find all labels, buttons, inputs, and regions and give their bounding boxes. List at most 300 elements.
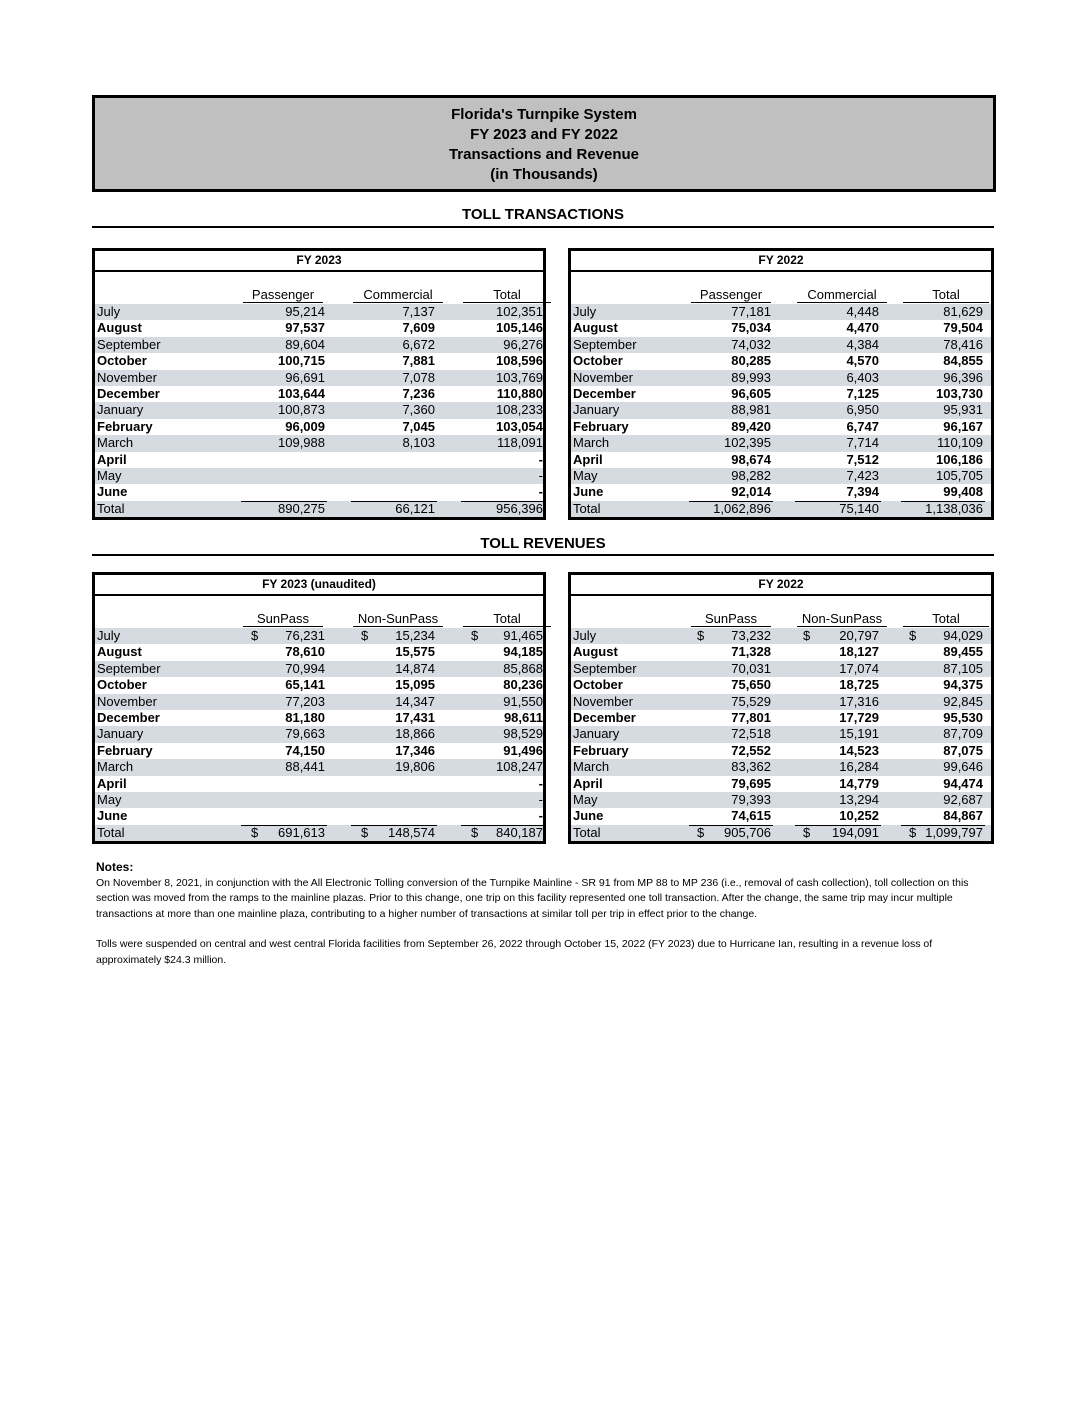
total-label: Total xyxy=(573,824,601,840)
month-label: April xyxy=(97,451,127,467)
table-row xyxy=(571,792,991,808)
table-row xyxy=(95,452,543,468)
cell-value: 7,714 xyxy=(846,435,879,451)
cell-value: 7,137 xyxy=(402,304,435,319)
month-label: November xyxy=(97,693,157,709)
cell-value: 80,285 xyxy=(731,353,771,369)
cell-value: 92,687 xyxy=(943,791,983,807)
cell-value: 7,881 xyxy=(402,353,435,369)
month-label: April xyxy=(97,775,127,791)
table-transactions-fy2023 xyxy=(92,248,546,520)
table-row xyxy=(571,628,991,644)
currency-symbol: $ xyxy=(251,824,259,840)
table-row xyxy=(571,435,991,451)
cell-value: 194,091 xyxy=(832,824,879,840)
cell-value: 7,236 xyxy=(402,385,435,401)
cell-value: 840,187 xyxy=(496,824,543,840)
table-row xyxy=(571,419,991,435)
cell-value: 94,375 xyxy=(943,677,983,693)
table-row xyxy=(95,628,543,644)
month-label: October xyxy=(573,677,623,693)
cell-value: 97,537 xyxy=(285,320,325,336)
cell-value: 99,408 xyxy=(943,484,983,500)
cell-value: 1,138,036 xyxy=(925,500,983,516)
table-row xyxy=(95,419,543,435)
cell-value: 110,109 xyxy=(936,435,983,451)
cell-value: 8,103 xyxy=(402,435,435,451)
month-label: March xyxy=(97,759,134,775)
header-line-2: FY 2023 and FY 2022 xyxy=(470,126,618,143)
cell-value: - xyxy=(538,451,543,467)
cell-value: - xyxy=(538,808,543,824)
table-caption: FY 2022 xyxy=(571,251,991,272)
table-row xyxy=(95,792,543,808)
cell-value: 94,185 xyxy=(503,644,543,660)
cell-value: 74,032 xyxy=(731,336,771,352)
cell-value: 92,845 xyxy=(943,693,983,709)
month-label: September xyxy=(97,336,161,352)
transactions-title: TOLL TRANSACTIONS xyxy=(462,206,624,223)
currency-symbol: $ xyxy=(697,628,705,643)
month-label: August xyxy=(97,644,142,660)
cell-value: 6,403 xyxy=(846,369,879,385)
cell-value: 4,570 xyxy=(846,353,879,369)
cell-value: - xyxy=(538,775,543,791)
cell-value: 7,512 xyxy=(846,451,879,467)
table-row xyxy=(95,484,543,500)
total-rule xyxy=(351,501,437,502)
cell-value: 103,730 xyxy=(936,385,983,401)
cell-value: 66,121 xyxy=(395,500,435,516)
month-label: March xyxy=(97,435,134,451)
cell-value: 95,530 xyxy=(943,709,983,725)
column-headers xyxy=(571,272,991,304)
table-row xyxy=(95,661,543,677)
cell-value: 96,009 xyxy=(285,418,325,434)
cell-value: 85,868 xyxy=(503,660,543,676)
currency-symbol: $ xyxy=(909,824,917,840)
cell-value: 956,396 xyxy=(496,500,543,516)
cell-value: 88,441 xyxy=(285,759,325,775)
currency-symbol: $ xyxy=(361,824,369,840)
currency-symbol: $ xyxy=(471,824,479,840)
cell-value: 87,709 xyxy=(943,726,983,742)
revenues-rule xyxy=(92,554,994,556)
table-row xyxy=(95,370,543,386)
table-row xyxy=(95,353,543,369)
cell-value: 91,550 xyxy=(503,693,543,709)
month-label: February xyxy=(573,742,629,758)
month-label: November xyxy=(573,369,633,385)
cell-value: 18,127 xyxy=(839,644,879,660)
total-label: Total xyxy=(573,500,601,516)
cell-value: 108,596 xyxy=(496,353,543,369)
month-label: December xyxy=(573,709,636,725)
cell-value: 71,328 xyxy=(731,644,771,660)
cell-value: 890,275 xyxy=(278,500,325,516)
cell-value: 87,075 xyxy=(943,742,983,758)
cell-value: 103,644 xyxy=(278,385,325,401)
table-row xyxy=(571,759,991,775)
table-row xyxy=(571,743,991,759)
cell-value: 75,650 xyxy=(731,677,771,693)
month-label: October xyxy=(97,677,147,693)
month-label: September xyxy=(97,660,161,676)
month-label: April xyxy=(573,775,603,791)
table-row xyxy=(571,808,991,824)
column-headers xyxy=(95,596,543,628)
column-headers xyxy=(571,596,991,628)
cell-value: 100,715 xyxy=(278,353,325,369)
table-row xyxy=(571,710,991,726)
cell-value: - xyxy=(538,484,543,500)
cell-value: 65,141 xyxy=(285,677,325,693)
cell-value: 76,231 xyxy=(285,628,325,643)
table-row xyxy=(95,435,543,451)
table-row xyxy=(571,677,991,693)
cell-value: 4,384 xyxy=(846,336,879,352)
month-label: September xyxy=(573,660,637,676)
month-label: November xyxy=(97,369,157,385)
cell-value: 95,214 xyxy=(285,304,325,319)
currency-symbol: $ xyxy=(803,824,811,840)
table-row xyxy=(95,304,543,320)
table-row xyxy=(95,468,543,484)
cell-value: 7,423 xyxy=(846,467,879,483)
column-header: Total xyxy=(903,287,989,303)
month-label: May xyxy=(97,791,122,807)
month-label: August xyxy=(97,320,142,336)
revenues-title: TOLL REVENUES xyxy=(480,535,606,552)
table-row xyxy=(95,808,543,824)
cell-value: 7,609 xyxy=(402,320,435,336)
cell-value: 88,981 xyxy=(731,402,771,418)
cell-value: 74,615 xyxy=(731,808,771,824)
cell-value: 98,611 xyxy=(503,709,543,725)
cell-value: 905,706 xyxy=(724,824,771,840)
cell-value: 96,396 xyxy=(943,369,983,385)
cell-value: 105,146 xyxy=(496,320,543,336)
table-row xyxy=(571,468,991,484)
cell-value: 15,575 xyxy=(395,644,435,660)
cell-value: 4,448 xyxy=(846,304,879,319)
month-label: December xyxy=(97,709,160,725)
cell-value: 84,867 xyxy=(943,808,983,824)
cell-value: 72,518 xyxy=(731,726,771,742)
column-header: Total xyxy=(463,611,551,627)
cell-value: 96,276 xyxy=(503,336,543,352)
table-row xyxy=(95,776,543,792)
notes-heading: Notes: xyxy=(96,860,134,874)
table-row xyxy=(571,320,991,336)
table-row xyxy=(571,304,991,320)
column-header: Total xyxy=(463,287,551,303)
header-line-3: Transactions and Revenue xyxy=(448,146,640,163)
column-header: Passenger xyxy=(691,287,771,303)
cell-value: 102,395 xyxy=(724,435,771,451)
cell-value: 7,045 xyxy=(402,418,435,434)
cell-value: 14,874 xyxy=(395,660,435,676)
cell-value: 4,470 xyxy=(846,320,879,336)
cell-value: 103,769 xyxy=(496,369,543,385)
cell-value: 1,099,797 xyxy=(925,824,983,840)
cell-value: 75,529 xyxy=(731,693,771,709)
table-row xyxy=(571,386,991,402)
month-label: February xyxy=(573,418,629,434)
header-line-4: (in Thousands) xyxy=(490,166,598,183)
currency-symbol: $ xyxy=(361,628,369,643)
month-label: March xyxy=(573,435,610,451)
total-rule xyxy=(461,501,545,502)
table-row xyxy=(571,776,991,792)
cell-value: 77,203 xyxy=(285,693,325,709)
cell-value: 89,604 xyxy=(285,336,325,352)
column-header: Total xyxy=(903,611,989,627)
table-caption: FY 2023 xyxy=(95,251,543,272)
month-label: February xyxy=(97,418,153,434)
month-label: April xyxy=(573,451,603,467)
table-row xyxy=(95,726,543,742)
total-label: Total xyxy=(97,824,125,840)
table-row xyxy=(571,644,991,660)
cell-value: 75,034 xyxy=(731,320,771,336)
cell-value: 118,091 xyxy=(496,435,543,451)
cell-value: 98,282 xyxy=(731,467,771,483)
column-header: Non-SunPass xyxy=(353,611,443,627)
cell-value: 10,252 xyxy=(839,808,879,824)
table-row xyxy=(95,677,543,693)
cell-value: 95,931 xyxy=(943,402,983,418)
cell-value: 72,552 xyxy=(731,742,771,758)
cell-value: 79,504 xyxy=(943,320,983,336)
report-header xyxy=(92,95,996,192)
table-row xyxy=(95,759,543,775)
cell-value: 17,431 xyxy=(395,709,435,725)
month-label: May xyxy=(573,791,598,807)
table-row xyxy=(95,694,543,710)
cell-value: 19,806 xyxy=(395,759,435,775)
total-label: Total xyxy=(97,500,125,516)
transactions-rule xyxy=(92,226,994,228)
month-label: July xyxy=(97,628,121,643)
cell-value: 77,181 xyxy=(731,304,771,319)
month-label: January xyxy=(97,402,144,418)
cell-value: 17,346 xyxy=(395,742,435,758)
cell-value: 79,393 xyxy=(731,791,771,807)
cell-value: 91,496 xyxy=(503,742,543,758)
column-header: Commercial xyxy=(797,287,887,303)
month-label: May xyxy=(97,467,122,483)
cell-value: 20,797 xyxy=(839,628,879,643)
cell-value: 6,950 xyxy=(846,402,879,418)
month-label: January xyxy=(97,726,144,742)
table-revenues-fy2022 xyxy=(568,572,994,844)
table-row xyxy=(571,370,991,386)
note-paragraph-1: On November 8, 2021, in conjunction with the All Electronic Tolling conversion of the Turnpike Mainline - SR 91 from MP 88 to MP 236 (i.e., removal of cash collection), toll collection on this section was moved from the ramps to the mainline plazas. Prior to this change, one trip on this facility represented one toll transaction. After the change, the same trip may incur multiple transactions at more than one mainline plaza, contributing to a higher number of transactions at similar toll per trip in effect prior to the change. xyxy=(96,876,969,920)
cell-value: 106,186 xyxy=(936,451,983,467)
column-headers xyxy=(95,272,543,304)
table-revenues-fy2023 xyxy=(92,572,546,844)
cell-value: 7,078 xyxy=(402,369,435,385)
cell-value: 15,191 xyxy=(839,726,879,742)
column-header: SunPass xyxy=(691,611,771,627)
currency-symbol: $ xyxy=(471,628,479,643)
cell-value: 89,455 xyxy=(943,644,983,660)
table-row xyxy=(571,726,991,742)
cell-value: 17,316 xyxy=(839,693,879,709)
table-row xyxy=(95,402,543,418)
cell-value: 79,663 xyxy=(285,726,325,742)
cell-value: 74,150 xyxy=(285,742,325,758)
cell-value: 94,474 xyxy=(943,775,983,791)
total-rule xyxy=(689,501,773,502)
month-label: October xyxy=(97,353,147,369)
cell-value: 15,234 xyxy=(395,628,435,643)
cell-value: 96,167 xyxy=(943,418,983,434)
column-header: Non-SunPass xyxy=(797,611,887,627)
cell-value: 84,855 xyxy=(943,353,983,369)
cell-value: 110,880 xyxy=(496,385,543,401)
currency-symbol: $ xyxy=(251,628,259,643)
table-row xyxy=(571,452,991,468)
table-row xyxy=(571,694,991,710)
total-rule xyxy=(901,501,985,502)
table-row xyxy=(95,710,543,726)
month-label: February xyxy=(97,742,153,758)
month-label: September xyxy=(573,336,637,352)
table-row xyxy=(571,337,991,353)
month-label: July xyxy=(573,628,597,643)
cell-value: 18,866 xyxy=(395,726,435,742)
total-row xyxy=(95,825,543,841)
cell-value: 83,362 xyxy=(731,759,771,775)
total-rule xyxy=(241,501,327,502)
cell-value: 89,420 xyxy=(731,418,771,434)
table-row xyxy=(95,337,543,353)
cell-value: 14,523 xyxy=(839,742,879,758)
cell-value: 15,095 xyxy=(395,677,435,693)
cell-value: - xyxy=(538,467,543,483)
month-label: November xyxy=(573,693,633,709)
table-row xyxy=(571,353,991,369)
total-row xyxy=(571,825,991,841)
month-label: March xyxy=(573,759,610,775)
cell-value: 87,105 xyxy=(943,660,983,676)
cell-value: 75,140 xyxy=(839,500,879,516)
cell-value: 96,691 xyxy=(285,369,325,385)
month-label: June xyxy=(97,484,128,500)
month-label: June xyxy=(97,808,128,824)
cell-value: 103,054 xyxy=(496,418,543,434)
cell-value: 81,180 xyxy=(285,709,325,725)
cell-value: 78,610 xyxy=(285,644,325,660)
month-label: December xyxy=(97,385,160,401)
cell-value: 17,729 xyxy=(839,709,879,725)
cell-value: 108,247 xyxy=(496,759,543,775)
month-label: October xyxy=(573,353,623,369)
table-row xyxy=(95,644,543,660)
cell-value: 99,646 xyxy=(943,759,983,775)
cell-value: 6,747 xyxy=(846,418,879,434)
month-label: June xyxy=(573,484,604,500)
cell-value: 70,994 xyxy=(285,660,325,676)
month-label: June xyxy=(573,808,604,824)
cell-value: 148,574 xyxy=(388,824,435,840)
month-label: January xyxy=(573,726,620,742)
cell-value: 73,232 xyxy=(731,628,771,643)
table-row xyxy=(571,402,991,418)
cell-value: 14,347 xyxy=(395,693,435,709)
month-label: July xyxy=(573,304,597,319)
column-header: Commercial xyxy=(353,287,443,303)
table-caption: FY 2023 (unaudited) xyxy=(95,575,543,596)
cell-value: 102,351 xyxy=(496,304,543,319)
cell-value: 105,705 xyxy=(936,467,983,483)
currency-symbol: $ xyxy=(909,628,917,643)
cell-value: 70,031 xyxy=(731,660,771,676)
cell-value: - xyxy=(538,791,543,807)
total-row xyxy=(95,501,543,517)
cell-value: 6,672 xyxy=(402,336,435,352)
table-caption: FY 2022 xyxy=(571,575,991,596)
cell-value: 13,294 xyxy=(839,791,879,807)
header-line-1: Florida's Turnpike System xyxy=(451,106,637,123)
cell-value: 77,801 xyxy=(731,709,771,725)
cell-value: 691,613 xyxy=(278,824,325,840)
table-row xyxy=(95,743,543,759)
cell-value: 91,465 xyxy=(503,628,543,643)
cell-value: 98,674 xyxy=(731,451,771,467)
cell-value: 96,605 xyxy=(731,385,771,401)
month-label: December xyxy=(573,385,636,401)
cell-value: 1,062,896 xyxy=(713,500,771,516)
month-label: July xyxy=(97,304,121,319)
month-label: August xyxy=(573,320,618,336)
month-label: May xyxy=(573,467,598,483)
cell-value: 18,725 xyxy=(839,677,879,693)
cell-value: 81,629 xyxy=(943,304,983,319)
table-row xyxy=(571,661,991,677)
column-header: SunPass xyxy=(243,611,323,627)
cell-value: 100,873 xyxy=(278,402,325,418)
cell-value: 108,233 xyxy=(496,402,543,418)
cell-value: 78,416 xyxy=(943,336,983,352)
cell-value: 16,284 xyxy=(839,759,879,775)
notes xyxy=(96,860,994,983)
cell-value: 94,029 xyxy=(943,628,983,643)
total-row xyxy=(571,501,991,517)
table-row xyxy=(571,484,991,500)
currency-symbol: $ xyxy=(697,824,705,840)
cell-value: 92,014 xyxy=(731,484,771,500)
cell-value: 80,236 xyxy=(503,677,543,693)
cell-value: 109,988 xyxy=(278,435,325,451)
column-header: Passenger xyxy=(243,287,323,303)
cell-value: 7,394 xyxy=(846,484,879,500)
note-paragraph-2: Tolls were suspended on central and west central Florida facilities from September 26, 2022 through October 15, 2022 (FY 2023) due to Hurricane Ian, resulting in a revenue loss of approximately $24.3 million. xyxy=(96,938,933,966)
month-label: January xyxy=(573,402,620,418)
table-transactions-fy2022 xyxy=(568,248,994,520)
cell-value: 17,074 xyxy=(839,660,879,676)
table-row xyxy=(95,320,543,336)
cell-value: 79,695 xyxy=(731,775,771,791)
cell-value: 7,360 xyxy=(402,402,435,418)
cell-value: 14,779 xyxy=(839,775,879,791)
currency-symbol: $ xyxy=(803,628,811,643)
cell-value: 7,125 xyxy=(846,385,879,401)
month-label: August xyxy=(573,644,618,660)
total-rule xyxy=(795,501,881,502)
